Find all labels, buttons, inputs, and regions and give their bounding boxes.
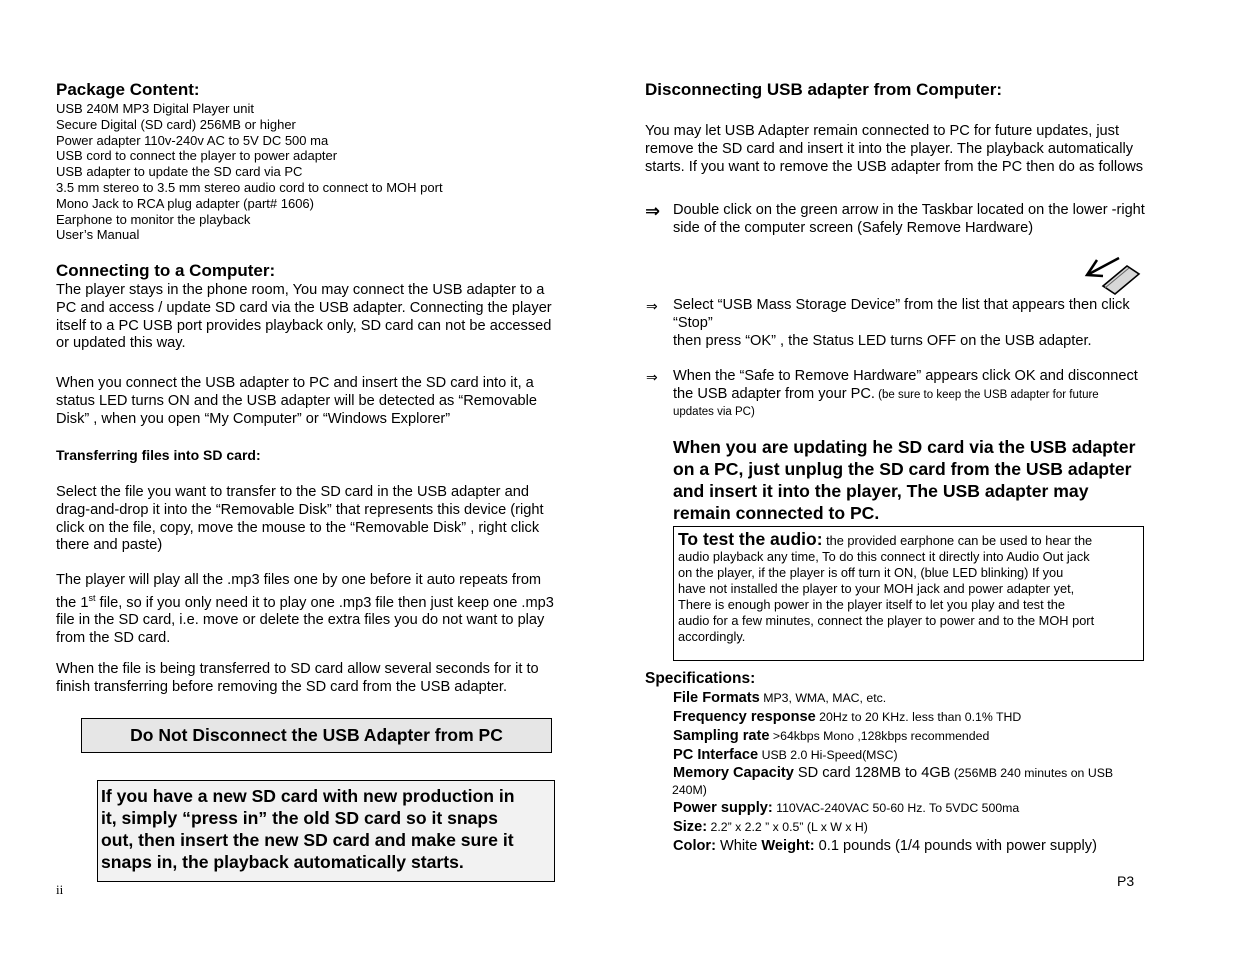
text-line: snaps in, the playback automatically starts. [101,852,464,872]
text-line: When you connect the USB adapter to PC and insert the SD card into it, a [56,375,534,391]
new-card-text [101,785,515,873]
spec-value: White [715,838,762,854]
spec-label: PC Interface [673,747,759,763]
text-line: finish transferring before removing the SD card from the USB adapter. [56,678,508,695]
test-audio-text [678,531,1094,645]
text-line: file in the SD card, i.e. move or delete the extra files you do not want to play [56,612,545,629]
spec-size [673,818,1113,837]
spec-memory [673,765,1113,782]
text-line: there and paste) [56,537,163,554]
list-item: Earphone to monitor the playback [56,211,251,227]
text-line: and insert it into the player, The USB adapter may [673,481,1089,501]
spec-sampling [673,727,1113,746]
text-line: PC and access / update SD card via the USB adapter. Connecting the player [56,299,552,316]
text-line: drag-and-drop it into the “Removable Disk” that represents this device (right [56,501,544,518]
package-list [56,101,443,243]
text-line: When the file is being transferred to SD card allow several seconds for it to [56,661,539,677]
text-line: Select the file you want to transfer to the SD card in the USB adapter and [56,484,529,500]
step-3 [673,368,1138,420]
text-line: out, then insert the new SD card and make sure it [101,830,514,850]
warning-text: Do Not Disconnect the USB Adapter from PC [130,725,503,745]
text-line [678,531,1094,549]
transfer-paragraph-1 [56,484,544,555]
spec-value: 0.1 pounds (1/4 pounds with power supply) [814,838,1097,854]
spec-memory-note: 240M) [672,783,707,797]
text-line: or updated this way. [56,335,186,352]
spec-value: 110VAC-240VAC 50-60 Hz. To 5VDC 500ma [772,801,1020,815]
spec-value: 20Hz to 20 KHz. less than 0.1% THD [815,710,1022,724]
text-line: accordingly. [678,629,746,644]
disconnect-heading: Disconnecting USB adapter from Computer: [645,80,1003,99]
package-heading: Package Content: [56,80,200,99]
spec-value: USB 2.0 Hi-Speed(MSC) [758,748,898,762]
disconnect-paragraph [645,123,1143,176]
text-line: You may let USB Adapter remain connected to PC for future updates, just [645,123,1120,139]
text-line: click on the file, copy, move the mouse to the “Removable Disk” , right click [56,519,540,536]
list-item: Secure Digital (SD card) 256MB or higher [56,116,296,132]
spec-note: (256MB 240 minutes on USB [950,766,1114,780]
spec-label: Frequency response [673,709,816,725]
text-line: If you have a new SD card with new production in [101,786,515,806]
list-item: User’s Manual [56,227,140,243]
spec-value: >64kbps Mono ,128kbps recommended [769,729,990,743]
spec-heading: Specifications: [645,670,756,687]
text-line: it, simply “press in” the old SD card so it snaps [101,808,498,828]
text-run: the USB adapter from your PC. [673,385,875,402]
text-line: When the “Safe to Remove Hardware” appears click OK and disconnect [673,368,1138,384]
test-audio-box [673,526,1144,661]
spec-frequency [673,708,1113,727]
text-line: updates via PC) [673,405,755,418]
spec-label: Size: [673,819,708,835]
text-line: on the player, if the player is off turn it ON, (blue LED blinking) If you [678,565,1064,580]
text-line: then press “OK” , the Status LED turns OFF on the USB adapter. [673,332,1092,349]
text-line: The player stays in the phone room, You may connect the USB adapter to a [56,282,545,298]
connecting-paragraph-2 [56,375,537,428]
safely-remove-hardware-icon [1083,254,1143,296]
text-line: have not installed the player to your MOH jack and power adapter yet, [678,581,1075,596]
spec-file-formats [673,689,1113,708]
spec-color-weight [673,837,1113,856]
list-item: 3.5 mm stereo to 3.5 mm stereo audio cord to connect to MOH port [56,179,443,195]
text-line: on a PC, just unplug the SD card from the USB adapter [673,459,1132,479]
text-line: audio playback any time, To do this connect it directly into Audio Out jack [678,549,1090,564]
test-audio-heading: To test the audio: [678,529,823,549]
text-line: starts. If you want to remove the USB adapter from the PC then do as follows [645,158,1144,175]
transfer-heading: Transferring files into SD card: [56,447,261,463]
superscript: st [88,592,96,603]
arrow-right-icon: ⇒ [646,298,658,314]
text-run: the 1 [56,594,89,611]
spec-label: Sampling rate [673,728,770,744]
text-line: remain connected to PC. [673,503,880,523]
page-number-right: P3 [1117,873,1135,889]
list-item: USB cord to connect the player to power adapter [56,148,338,164]
text-line: Disk” , when you open “My Computer” or “Windows Explorer” [56,410,451,427]
list-item: Power adapter 110v-240v AC to 5V DC 500 ma [56,132,329,148]
arrow-right-icon: ⇒ [645,201,661,221]
list-item: USB 240M MP3 Digital Player unit [56,101,254,116]
spec-label: File Formats [673,690,760,706]
connecting-heading: Connecting to a Computer: [56,261,276,280]
spec-label: Weight: [761,838,815,854]
spec-list [673,689,1113,856]
spec-value: SD card 128MB to 4GB [793,765,951,781]
text-line: from the SD card. [56,630,171,647]
transfer-paragraph-3 [56,661,539,697]
text-line: Double click on the green arrow in the Taskbar located on the lower -right [673,202,1145,218]
text-line: The player will play all the .mp3 files one by one before it auto repeats from [56,572,542,588]
new-card-box [97,780,555,882]
step-2 [673,297,1130,350]
spec-power [673,799,1113,818]
spec-value: MP3, WMA, MAC, etc. [759,691,887,705]
spec-label: Power supply: [673,800,773,816]
text-line [673,386,1138,405]
text-line: remove the SD card and insert it into the player. The playback automatically [645,140,1134,157]
list-item: USB adapter to update the SD card via PC [56,164,303,180]
text-run: file, so if you only need it to play one .mp3 file then just keep one .mp3 [95,594,554,611]
text-run: (be sure to keep the USB adapter for future [874,388,1099,401]
spec-label: Memory Capacity [673,765,794,781]
warning-box [81,718,552,753]
spec-label: Color: [673,838,716,854]
text-line: When you are updating he SD card via the USB adapter [673,437,1136,457]
text-line: There is enough power in the player itself to let you play and test the [678,597,1065,612]
list-item: Mono Jack to RCA plug adapter (part# 1606) [56,195,314,211]
updating-note [673,436,1135,524]
text-line: side of the computer screen (Safely Remove Hardware) [673,219,1034,236]
arrow-right-icon: ⇒ [646,369,658,385]
text-line: Select “USB Mass Storage Device” from the list that appears then click [673,297,1130,313]
text-line: audio for a few minutes, connect the player to power and to the MOH port [678,613,1095,628]
transfer-paragraph-2 [56,572,554,648]
text-line: status LED turns ON and the USB adapter will be detected as “Removable [56,392,538,409]
text-line: “Stop” [673,314,713,331]
text-run: the provided earphone can be used to hear the [822,533,1093,548]
spec-value: 2.2” x 2.2 ” x 0.5” (L x W x H) [707,820,868,834]
page-number-left: ii [56,882,64,897]
text-line: itself to a PC USB port provides playback only, SD card can not be accessed [56,317,552,334]
connecting-paragraph-1 [56,282,552,353]
spec-pc-interface [673,746,1113,765]
step-1 [673,202,1145,238]
text-line [56,590,554,613]
